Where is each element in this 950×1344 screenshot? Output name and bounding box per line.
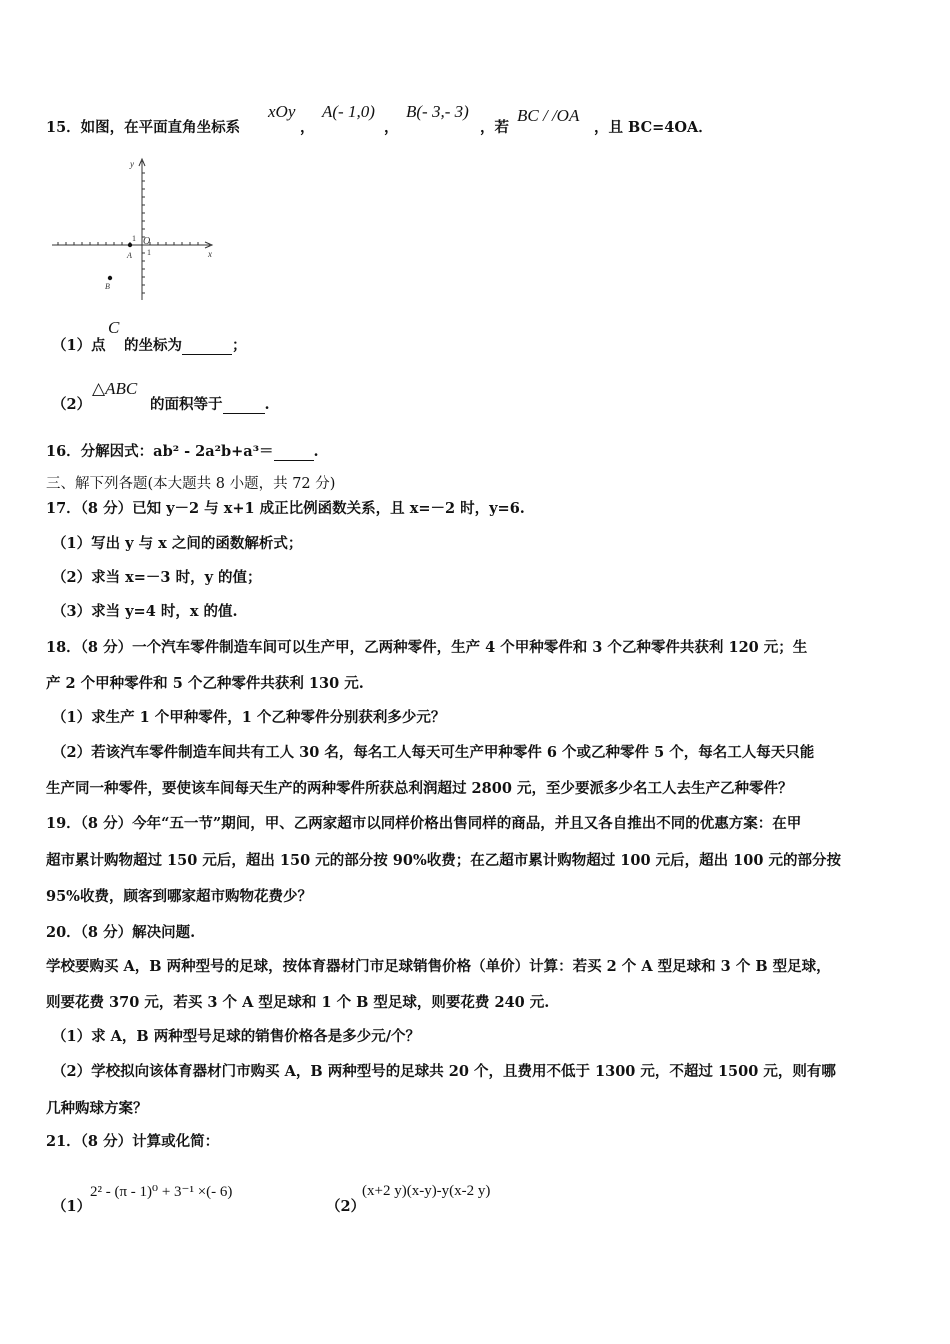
q18-part2-line1: （2）若该汽车零件制造车间共有工人 30 名，每名工人每天可生产甲种零件 6 个或乙种零件 5 个，每名工人每天只能 [52, 744, 815, 761]
q15-condition: ，且 BC=4OA． [594, 119, 713, 136]
q15-math-xoy: xOy [268, 102, 296, 121]
q21-part2-expression: (x+2 y)(x-y)-y(x-2 y) [362, 1183, 491, 1199]
q21-part2-label: （2） [326, 1198, 366, 1215]
q20-line2: 则要花费 370 元，若买 3 个 A 型足球和 1 个 B 型足球，则要花费 240 元. [46, 994, 550, 1011]
q15-comma-2: ， [384, 119, 399, 136]
q15-math-point-a: A(- 1,0) [322, 102, 375, 121]
x-axis-label: x [208, 249, 212, 259]
q17-part1: （1）写出 y 与 x 之间的函数解析式； [52, 535, 303, 552]
q20-part1: （1）求 A，B 两种型号足球的销售价格各是多少元/个？ [52, 1028, 420, 1045]
q15-math-point-b: B(- 3,- 3) [406, 102, 469, 121]
q20-stem: 20．（8 分）解决问题. [46, 924, 196, 941]
q17-part3: （3）求当 y=4 时，x 的值. [52, 603, 238, 620]
x-unit-label: 1 [147, 248, 151, 257]
q15-part2-suffix: 的面积等于 . [150, 396, 270, 413]
q21-part1-label: （1） [52, 1198, 92, 1215]
q15-part1-prefix: （1）点 [52, 337, 106, 354]
q15-comma-1: ， [300, 119, 315, 136]
q19-line3: 95%收费，顾客到哪家超市购物花费少？ [46, 888, 312, 905]
point-a-label: A [127, 251, 132, 260]
q15-ruo: ，若 [480, 119, 509, 136]
q20-part2-line1: （2）学校拟向该体育器材门市购买 A，B 两种型号的足球共 20 个，且费用不低于 1300 元，不超过 1500 元，则有哪 [52, 1063, 836, 1080]
point-b-label: B [105, 282, 110, 291]
q18-part2-line2: 生产同一种零件，要使该车间每天生产的两种零件所获总利润超过 2800 元，至少要派多少名工人去生产乙种零件？ [46, 780, 793, 797]
q15-part1-math: C [108, 318, 120, 337]
point-a [128, 243, 132, 247]
q19-line2: 超市累计购物超过 150 元后，超出 150 元的部分按 90%收费；在乙超市累计购物超过 100 元后，超出 100 元的部分按 [46, 852, 841, 869]
point-b [108, 276, 112, 280]
q20-line1: 学校要购买 A，B 两种型号的足球，按体育器材门市足球销售价格（单价）计算：若买 2 个 A 型足球和 3 个 B 型足球， [46, 958, 831, 975]
coordinate-figure [50, 155, 220, 305]
q15-stem: 15．如图，在平面直角坐标系 [46, 119, 241, 136]
q18-line2: 产 2 个甲种零件和 5 个乙种零件共获利 130 元. [46, 675, 364, 692]
q15-math-parallel: BC / /OA [517, 106, 580, 125]
y-unit-label: 1 [132, 234, 136, 243]
q15-part2-math: △ABC [92, 379, 138, 398]
q21-stem: 21．（8 分）计算或化简： [46, 1133, 220, 1150]
q15-part2-prefix: （2） [52, 396, 92, 413]
q17-part2: （2）求当 x=－3 时，y 的值； [52, 569, 262, 586]
q15-part1-suffix: 的坐标为 ； [124, 337, 247, 354]
q19-line1: 19．（8 分）今年“五一节”期间，甲、乙两家超市以同样价格出售同样的商品，并且又各自推出不同的优惠方案：在甲 [46, 815, 802, 832]
q20-part2-line2: 几种购球方案？ [46, 1100, 148, 1117]
origin-label: O [143, 236, 151, 247]
y-axis-label: y [130, 159, 134, 169]
q18-line1: 18．（8 分）一个汽车零件制造车间可以生产甲，乙两种零件，生产 4 个甲种零件和 3 个乙种零件共获利 120 元；生 [46, 639, 808, 656]
section-3-heading: 三、解下列各题(本大题共 8 小题，共 72 分) [46, 476, 336, 492]
q16: 16．分解因式：ab² - 2a²b+a³＝ . [46, 443, 319, 460]
q21-part1-expression: 2² - (π - 1)⁰ + 3⁻¹ ×(- 6) [90, 1184, 233, 1200]
q18-part1: （1）求生产 1 个甲种零件，1 个乙种零件分别获利多少元？ [52, 709, 446, 726]
q17-stem: 17．（8 分）已知 y－2 与 x+1 成正比例函数关系，且 x=－2 时，y=6. [46, 500, 525, 517]
